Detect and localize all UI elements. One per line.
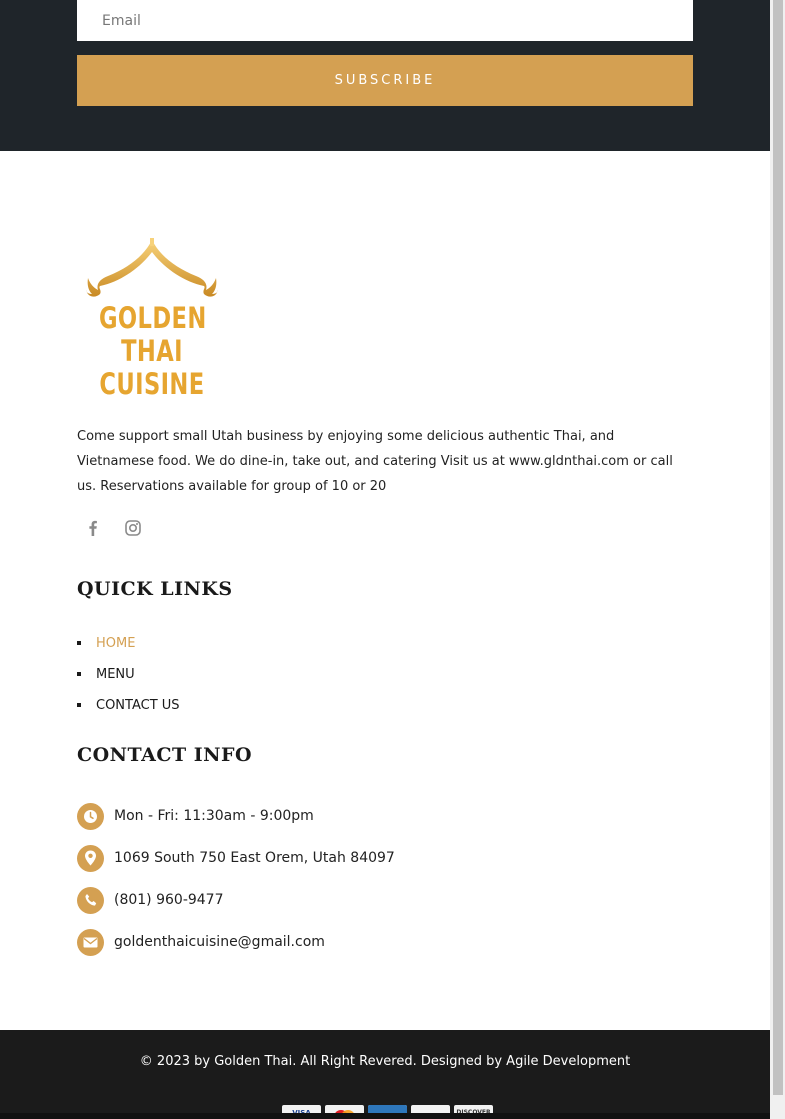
envelope-icon bbox=[77, 929, 104, 956]
contact-address bbox=[77, 837, 395, 879]
quick-link-home[interactable]: HOME bbox=[96, 636, 136, 651]
contact-hours-text: Mon - Fri: 11:30am - 9:00pm bbox=[114, 808, 314, 824]
instagram-link[interactable] bbox=[117, 512, 149, 544]
golden-thai-logo bbox=[84, 238, 220, 400]
location-pin-icon bbox=[77, 845, 104, 872]
scrollbar[interactable] bbox=[770, 0, 785, 1119]
contact-phone bbox=[77, 879, 395, 921]
facebook-icon bbox=[86, 520, 100, 536]
quick-link-contact-us[interactable]: CONTACT US bbox=[96, 698, 180, 713]
contact-email-text[interactable]: goldenthaicuisine@gmail.com bbox=[114, 934, 325, 950]
contact-hours bbox=[77, 795, 395, 837]
copyright-text: © 2023 by Golden Thai. All Right Revered. Designed by Agile Development bbox=[139, 1054, 631, 1069]
facebook-link[interactable] bbox=[77, 512, 109, 544]
newsletter-section bbox=[0, 0, 770, 151]
logo-word-golden: GOLDEN bbox=[98, 301, 207, 335]
instagram-icon bbox=[125, 520, 141, 536]
clock-icon bbox=[77, 803, 104, 830]
quick-link-item bbox=[77, 690, 180, 721]
quick-link-item bbox=[77, 659, 180, 690]
subscribe-button[interactable]: SUBSCRIBE bbox=[77, 55, 693, 106]
email-input[interactable] bbox=[77, 0, 693, 41]
quick-link-menu[interactable]: MENU bbox=[96, 667, 135, 682]
footer-bar bbox=[0, 1030, 770, 1119]
logo-text bbox=[84, 302, 220, 401]
scrollbar-thumb[interactable] bbox=[773, 0, 783, 1095]
phone-icon bbox=[77, 887, 104, 914]
temple-roof-icon bbox=[84, 238, 220, 302]
bottom-strip bbox=[0, 1113, 785, 1119]
contact-phone-text[interactable]: (801) 960-9477 bbox=[114, 892, 224, 908]
logo-word-thai: THAI bbox=[121, 334, 183, 368]
social-links bbox=[77, 512, 149, 544]
logo-word-cuisine: CUISINE bbox=[99, 367, 205, 401]
contact-address-text: 1069 South 750 East Orem, Utah 84097 bbox=[114, 850, 395, 866]
contact-email bbox=[77, 921, 395, 963]
quick-links-list bbox=[77, 628, 180, 721]
quick-link-item bbox=[77, 628, 180, 659]
contact-info-title: CONTACT INFO bbox=[77, 744, 253, 766]
quick-links-title: QUICK LINKS bbox=[77, 578, 233, 600]
about-text: Come support small Utah business by enjoying some delicious authentic Thai, and Vietnamese food. We do dine-in, take out, and catering Visit us at www.gldnthai.com or call us. Reservations available for group of 10 or 20 bbox=[77, 429, 673, 494]
contact-info-list bbox=[77, 795, 395, 963]
